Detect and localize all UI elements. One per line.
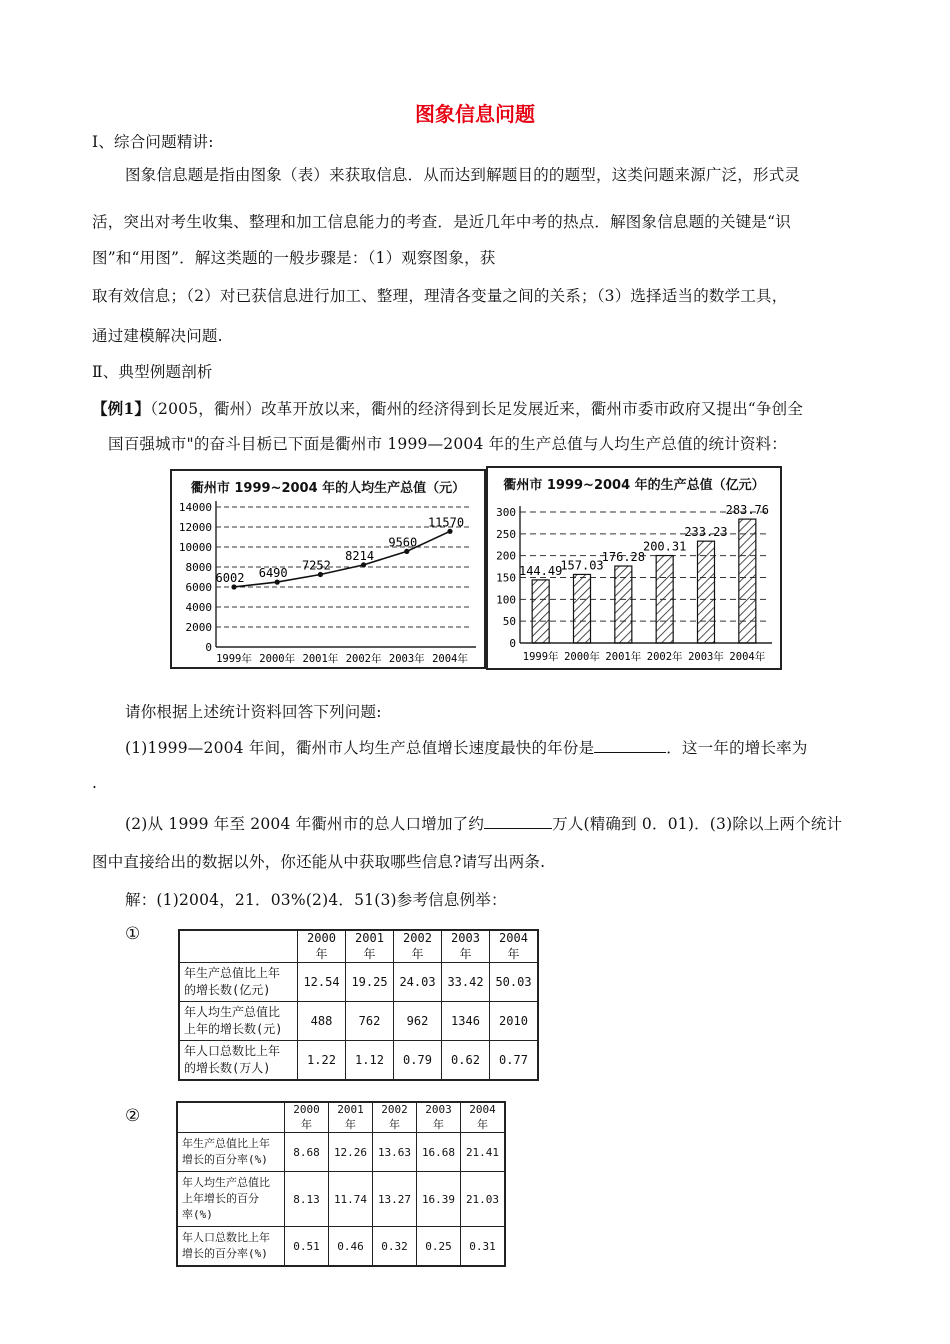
table-cell: 0.25 xyxy=(417,1227,461,1267)
x-tick-label: 2002年 xyxy=(345,653,382,665)
table-cell: 1346 xyxy=(442,1002,490,1041)
table-cell: 50.03 xyxy=(490,963,539,1002)
example-line-2: 国百强城市"的奋斗目栃已下面是衢州市 1999—2004 年的生产总值与人均生产总值的统计资料： xyxy=(108,435,787,453)
table-cell: 0.62 xyxy=(442,1041,490,1081)
intro-line-3: 图”和“用图”．解这类题的一般步骤是：（1）观察图象，获 xyxy=(92,249,496,267)
example-text-1: （2005，衢州）改革开放以来，衢州的经济得到长足发展近来，衢州市委市政府又提出“争创全 xyxy=(150,400,804,418)
data-label: 233.23 xyxy=(684,525,728,540)
x-tick-label: 2000年 xyxy=(564,651,600,663)
y-tick-label: 6000 xyxy=(185,581,212,594)
section-heading-2: Ⅱ、典型例题剖析 xyxy=(92,363,213,381)
intro-line-1: 图象信息题是指由图象（表）来获取信息．从而达到解题目的的题型，这类问题来源广泛，形式灵 xyxy=(125,166,801,184)
table-cell: 962 xyxy=(394,1002,442,1041)
table-cell: 16.68 xyxy=(417,1133,461,1172)
table-header-cell: 2000 年 xyxy=(298,930,346,963)
table-cell: 13.63 xyxy=(373,1133,417,1172)
y-tick-label: 12000 xyxy=(178,521,212,534)
x-tick-label: 2000年 xyxy=(259,653,296,665)
example-label: 【例1】 xyxy=(92,399,151,418)
y-tick-label: 8000 xyxy=(185,561,212,574)
y-tick-label: 100 xyxy=(496,593,516,607)
data-point xyxy=(275,580,280,585)
data-label: 144.49 xyxy=(518,563,563,578)
table-header-cell: 2001 年 xyxy=(329,1102,373,1133)
y-tick-label: 250 xyxy=(496,527,516,541)
bar-chart-panel xyxy=(486,466,782,670)
table-header-cell: 2002 年 xyxy=(394,930,442,963)
data-label: 7252 xyxy=(301,558,331,573)
row-label-line: 年人口总数比上年 xyxy=(182,1231,270,1245)
question-2-text-2: 万人(精确到 0．01)．(3)除以上两个统计 xyxy=(552,815,843,833)
row-label xyxy=(179,963,298,1002)
table-header-cell: 2004 年 xyxy=(461,1102,506,1133)
example-line-1 xyxy=(92,397,803,419)
table-cell: 19.25 xyxy=(346,963,394,1002)
intro-line-4: 取有效信息；（2）对已获信息进行加工、整理，理清各变量之间的关系；（3）选择适当的数学工具， xyxy=(92,287,788,305)
table-row xyxy=(177,1227,505,1267)
table-cell: 0.31 xyxy=(461,1227,506,1267)
row-label xyxy=(179,1041,298,1081)
table-cell: 488 xyxy=(298,1002,346,1041)
table-cell: 12.54 xyxy=(298,963,346,1002)
marker-2: ② xyxy=(125,1106,141,1126)
table-cell: 21.03 xyxy=(461,1172,506,1227)
y-tick-label: 0 xyxy=(509,637,516,650)
bar xyxy=(532,580,549,643)
bar-chart-title: 衢州市 1999~2004 年的生产总值（亿元） xyxy=(503,478,765,493)
line-chart-svg xyxy=(172,471,484,667)
y-tick-label: 0 xyxy=(205,641,212,654)
question-1-text: (1)1999—2004 年间，衢州市人均生产总值增长速度最快的年份是 xyxy=(125,739,595,757)
table-cell: 16.39 xyxy=(417,1172,461,1227)
table-cell: 8.68 xyxy=(285,1133,329,1172)
table-header-cell: 2003 年 xyxy=(442,930,490,963)
table-header-cell: 2000 年 xyxy=(285,1102,329,1133)
row-label-line: 年生产总值比上年 xyxy=(182,1137,270,1151)
question-prompt: 请你根据上述统计资料回答下列问题: xyxy=(125,703,382,721)
data-point xyxy=(361,562,366,567)
table-cell: 13.27 xyxy=(373,1172,417,1227)
data-label: 157.03 xyxy=(560,558,604,573)
table-row xyxy=(179,963,538,1002)
bar xyxy=(739,519,756,643)
data-point xyxy=(231,584,236,589)
data-point xyxy=(404,549,409,554)
table-cell: 762 xyxy=(346,1002,394,1041)
data-label: 6002 xyxy=(215,570,245,585)
data-point xyxy=(318,572,323,577)
table-cell: 0.51 xyxy=(285,1227,329,1267)
table-cell: 8.13 xyxy=(285,1172,329,1227)
percent-table xyxy=(176,1101,506,1267)
table-cell: 33.42 xyxy=(442,963,490,1002)
row-label-line: 率(%) xyxy=(182,1207,213,1221)
y-tick-label: 10000 xyxy=(178,541,212,554)
line-chart-panel xyxy=(170,469,486,669)
question-1-text-2: ．这一年的增长率为 xyxy=(666,739,808,757)
question-1 xyxy=(125,736,808,758)
row-label xyxy=(179,1002,298,1041)
y-tick-label: 150 xyxy=(496,571,516,585)
row-label xyxy=(177,1227,285,1267)
table-cell: 0.77 xyxy=(490,1041,539,1081)
data-point xyxy=(447,529,452,534)
data-label: 176.28 xyxy=(601,550,646,565)
row-label-line: 增长的百分率(%) xyxy=(182,1247,268,1260)
increase-table xyxy=(178,929,539,1081)
data-label: 11570 xyxy=(427,515,465,530)
question-1-end: . xyxy=(92,774,98,792)
table-header-cell: 2003 年 xyxy=(417,1102,461,1133)
row-label-line: 增长的百分率(%) xyxy=(182,1153,268,1166)
row-label-line: 上年增长的百分 xyxy=(182,1192,259,1206)
marker-1: ① xyxy=(125,924,141,944)
table-row xyxy=(179,1002,538,1041)
question-2-text: (2)从 1999 年至 2004 年衢州市的总人口增加了约 xyxy=(125,815,485,833)
table-corner xyxy=(179,930,298,963)
bar xyxy=(698,541,715,643)
row-label-line: 的增长数(万人) xyxy=(184,1061,271,1075)
data-label: 8214 xyxy=(345,548,375,563)
table-row xyxy=(179,1041,538,1081)
x-tick-label: 2001年 xyxy=(605,651,642,663)
row-label-line: 年人口总数比上年 xyxy=(184,1043,281,1058)
x-tick-label: 2003年 xyxy=(388,653,425,665)
x-tick-label: 2004年 xyxy=(729,651,766,663)
bar xyxy=(615,566,632,643)
bar xyxy=(574,574,591,643)
table-cell: 12.26 xyxy=(329,1133,373,1172)
data-label: 200.31 xyxy=(642,539,687,554)
row-label-line: 的增长数(亿元) xyxy=(184,983,271,997)
data-label: 283.76 xyxy=(725,503,770,518)
row-label xyxy=(177,1133,285,1172)
row-label-line: 年人均生产总值比 xyxy=(184,1004,281,1019)
y-tick-label: 4000 xyxy=(185,601,212,614)
table-header-cell: 2001 年 xyxy=(346,930,394,963)
x-tick-label: 2004年 xyxy=(432,653,468,665)
table-row xyxy=(177,1133,505,1172)
table-cell: 2010 xyxy=(490,1002,539,1041)
line-chart-title: 衢州市 1999~2004 年的人均生产总值（元） xyxy=(190,481,466,496)
y-tick-label: 2000 xyxy=(185,621,212,634)
intro-line-5: 通过建模解决问题. xyxy=(92,327,223,345)
table-cell: 21.41 xyxy=(461,1133,506,1172)
bar xyxy=(656,556,673,643)
question-2 xyxy=(125,812,842,834)
x-tick-label: 2002年 xyxy=(646,651,683,663)
y-tick-label: 200 xyxy=(496,549,516,563)
table-cell: 0.32 xyxy=(373,1227,417,1267)
section-heading-1: Ⅰ、综合问题精讲: xyxy=(92,133,214,151)
table-cell: 11.74 xyxy=(329,1172,373,1227)
table-cell: 1.22 xyxy=(298,1041,346,1081)
table-row xyxy=(177,1172,505,1227)
table-cell: 1.12 xyxy=(346,1041,394,1081)
row-label-line: 年人均生产总值比 xyxy=(182,1176,270,1190)
row-label xyxy=(177,1172,285,1227)
question-3: 图中直接给出的数据以外，你还能从中获取哪些信息?请写出两条. xyxy=(92,853,546,871)
table-cell: 24.03 xyxy=(394,963,442,1002)
y-tick-label: 14000 xyxy=(178,501,212,514)
answer-blank-1[interactable] xyxy=(594,738,666,753)
y-tick-label: 300 xyxy=(496,506,516,519)
data-label: 9560 xyxy=(388,535,418,550)
table-cell: 0.79 xyxy=(394,1041,442,1081)
data-label: 6490 xyxy=(258,566,288,581)
answer-blank-2[interactable] xyxy=(484,814,552,829)
table-corner xyxy=(177,1102,285,1133)
answer-line: 解：(1)2004，21．03%(2)4．51(3)参考信息例举： xyxy=(125,891,507,909)
page-title: 图象信息问题 xyxy=(415,102,535,126)
x-tick-label: 2003年 xyxy=(688,651,724,663)
x-tick-label: 1999年 xyxy=(216,653,252,665)
bar-chart-svg xyxy=(488,468,780,668)
table-cell: 0.46 xyxy=(329,1227,373,1267)
intro-line-2: 活，突出对考生收集、整理和加工信息能力的考查．是近几年中考的热点．解图象信息题的关键是“识 xyxy=(92,213,791,231)
x-tick-label: 2001年 xyxy=(302,653,339,665)
row-label-line: 年生产总值比上年 xyxy=(184,965,281,980)
x-tick-label: 1999年 xyxy=(522,651,559,663)
y-tick-label: 50 xyxy=(502,615,516,629)
table-header-cell: 2004 年 xyxy=(490,930,539,963)
row-label-line: 上年的增长数(元) xyxy=(184,1022,283,1036)
table-header-cell: 2002 年 xyxy=(373,1102,417,1133)
